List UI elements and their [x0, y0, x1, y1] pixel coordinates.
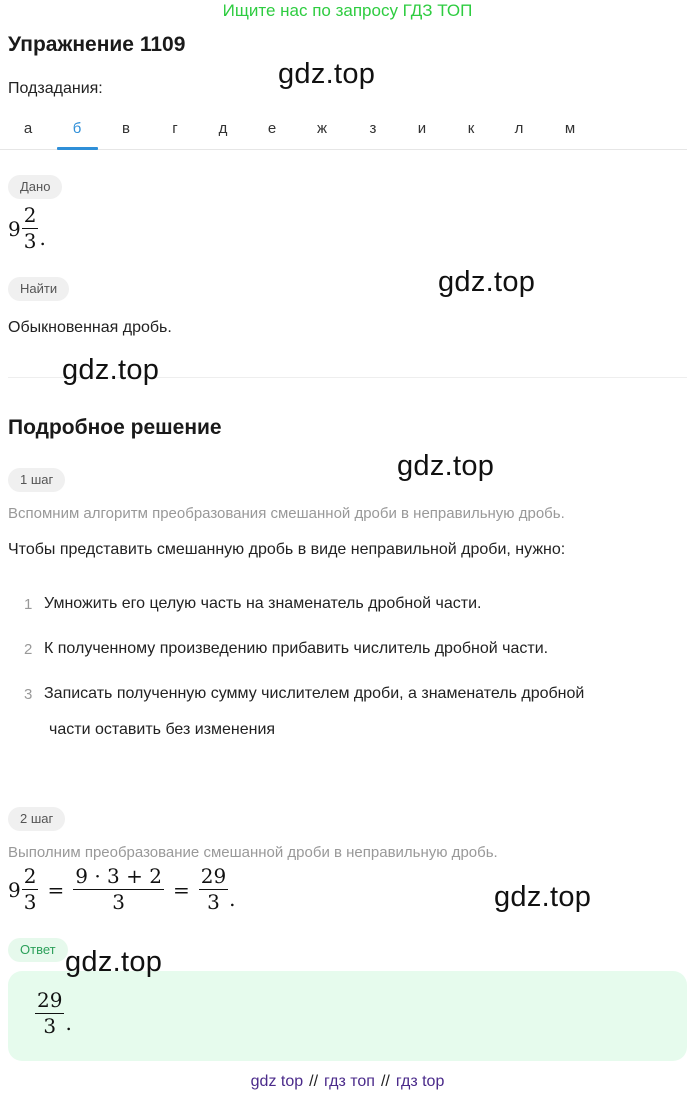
list-item-text: К полученному произведению прибавить числитель дробной части.: [44, 640, 549, 657]
footer-link-gdz-top-mixed[interactable]: гдз top: [395, 1073, 445, 1090]
eq-whole: 9: [8, 877, 21, 902]
eq-numerator-3: 29: [200, 864, 227, 888]
step1-badge: 1 шаг: [8, 468, 65, 492]
tab-l[interactable]: л: [514, 120, 524, 137]
tab-m[interactable]: м: [564, 120, 576, 137]
tab-d[interactable]: д: [218, 120, 228, 137]
tab-a[interactable]: а: [23, 120, 33, 137]
given-denominator: 3: [23, 229, 37, 253]
watermark: gdz.top: [278, 58, 376, 90]
step2-hint: Выполним преобразование смешанной дроби в неправильную дробь.: [8, 844, 498, 861]
search-promo-banner: Ищите нас по запросу ГДЗ ТОП: [222, 1, 473, 20]
tab-k[interactable]: к: [467, 120, 475, 137]
tab-b[interactable]: б: [72, 120, 82, 137]
given-fraction: [22, 205, 39, 252]
eq-fraction-1: [22, 866, 39, 913]
tab-e[interactable]: е: [267, 120, 277, 137]
eq-period: .: [229, 887, 236, 911]
tab-zh[interactable]: ж: [316, 120, 328, 137]
given-period: .: [39, 226, 46, 250]
answer-fraction: [34, 990, 72, 1037]
list-item-text: Записать полученную сумму числителем дроби, а знаменатель дробной: [44, 685, 585, 702]
given-mixed-fraction: [8, 205, 46, 252]
watermark: gdz.top: [438, 266, 536, 298]
list-item-text: Умножить его целую часть на знаменатель дробной части.: [44, 595, 482, 612]
answer-frac: [35, 990, 64, 1037]
footer-separator: //: [309, 1073, 319, 1090]
list-item-text-continued: части оставить без изменения: [49, 721, 276, 738]
answer-numerator: 29: [37, 988, 63, 1012]
answer-period: .: [65, 1011, 72, 1035]
eq-numerator-2: 9 · 3 + 2: [75, 864, 162, 888]
watermark: gdz.top: [494, 881, 592, 913]
watermark: gdz.top: [65, 946, 163, 978]
eq-denominator-2: 3: [112, 890, 125, 914]
page-title: Упражнение 1109: [8, 33, 186, 56]
subtask-tabs: [0, 114, 687, 150]
watermark: gdz.top: [397, 450, 495, 482]
step1-intro: Чтобы представить смешанную дробь в виде неправильной дроби, нужно:: [8, 541, 566, 558]
eq-sign-2: =: [172, 877, 190, 902]
eq-sign-1: =: [47, 877, 65, 902]
tab-i[interactable]: и: [417, 120, 427, 137]
tab-v[interactable]: в: [122, 120, 130, 137]
footer-links: [0, 1073, 695, 1091]
given-numerator: 2: [23, 203, 37, 227]
list-item-number: 1: [24, 596, 33, 613]
solution-heading: Подробное решение: [8, 416, 222, 439]
footer-link-gdz-top-ru[interactable]: гдз топ: [324, 1073, 375, 1090]
watermark: gdz.top: [62, 354, 160, 386]
step1-hint: Вспомним алгоритм преобразования смешанной дроби в неправильную дробь.: [8, 505, 565, 522]
list-item-number: 3: [24, 686, 33, 703]
subtasks-label: Подзадания:: [8, 80, 103, 97]
step2-badge: 2 шаг: [8, 807, 65, 831]
find-text: Обыкновенная дробь.: [8, 319, 172, 336]
tab-z[interactable]: з: [369, 120, 377, 137]
eq-denominator-1: 3: [23, 890, 37, 914]
given-badge: Дано: [8, 175, 62, 199]
eq-fraction-3: [199, 866, 228, 913]
answer-badge: Ответ: [8, 938, 68, 962]
eq-numerator-1: 2: [23, 864, 37, 888]
footer-separator: //: [380, 1073, 390, 1090]
given-whole: 9: [8, 216, 21, 241]
step2-equation: [8, 866, 236, 913]
footer-link-gdz-top[interactable]: gdz top: [250, 1073, 304, 1090]
find-badge: Найти: [8, 277, 69, 301]
list-item-number: 2: [24, 641, 33, 658]
answer-denominator: 3: [43, 1014, 57, 1038]
eq-fraction-2: [73, 866, 164, 913]
answer-box: [8, 971, 687, 1061]
eq-denominator-3: 3: [207, 890, 220, 914]
tab-g[interactable]: г: [172, 120, 178, 137]
active-tab-indicator: [57, 147, 98, 150]
